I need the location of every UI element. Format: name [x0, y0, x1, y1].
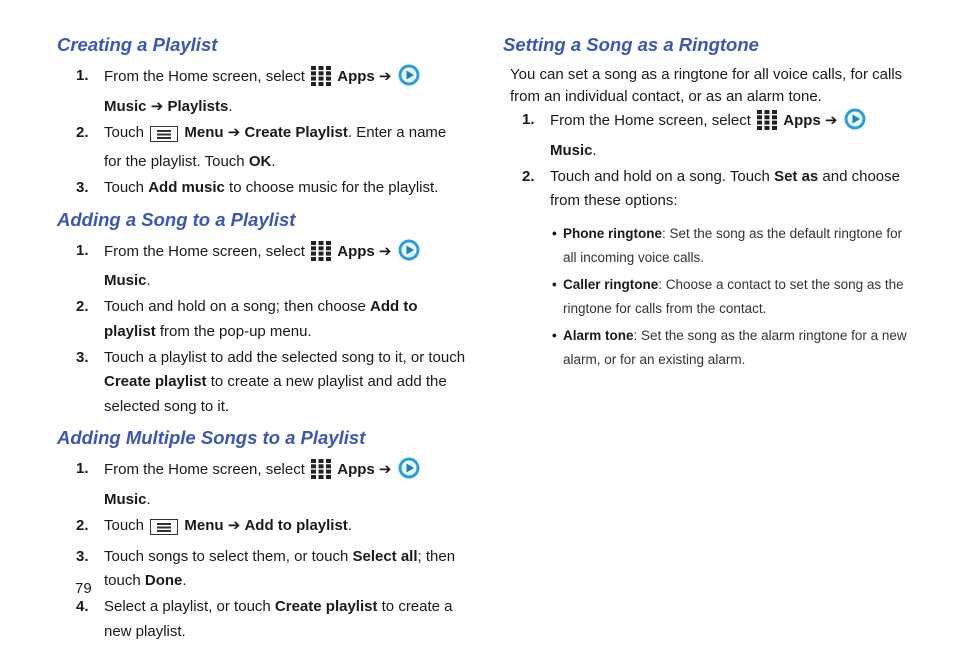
step-item [57, 64, 467, 119]
step-text: From the Home screen, select [104, 242, 305, 260]
step-item [57, 514, 467, 544]
music-player-icon [398, 64, 420, 95]
step-number: 4. [76, 598, 89, 615]
apps-grid-icon [311, 66, 331, 95]
step-item [57, 545, 467, 594]
punctuation: . [271, 153, 276, 170]
ok-label: OK [248, 153, 272, 170]
ringtone-options [503, 222, 913, 372]
step-text: to create a new playlist and add the selected song to it. [104, 373, 447, 415]
add-music-label: Add music [148, 179, 225, 196]
option-phone-ringtone [503, 222, 913, 270]
step-number: 2. [76, 123, 89, 141]
step-number: 2. [76, 516, 89, 534]
apps-grid-icon [311, 459, 331, 488]
option-desc: : Set the song as the default ringtone for all incoming voice calls. [563, 225, 903, 265]
step-text: . Enter a name for the playlist. Touch [104, 123, 447, 170]
step-text: from the pop-up menu. [155, 322, 312, 340]
step-text: Touch [104, 516, 145, 534]
menu-label: Menu [184, 123, 224, 141]
section-heading-adding-multiple: Adding Multiple Songs to a Playlist [57, 427, 366, 448]
step-item [57, 121, 467, 175]
menu-key-icon [150, 126, 178, 151]
punctuation: . [146, 490, 151, 508]
add-to-playlist-label: Add to playlist [244, 516, 348, 534]
step-text: to create a new playlist. [104, 598, 453, 640]
step-number: 1. [522, 111, 535, 128]
step-number: 3. [76, 348, 89, 366]
playlists-label: Playlists [167, 97, 229, 115]
section-heading-ringtone: Setting a Song as a Ringtone [503, 34, 759, 55]
menu-key-icon [150, 519, 178, 544]
arrow-glyph: ➔ [227, 516, 241, 534]
step-text: and choose from these options: [550, 167, 900, 209]
punctuation: . [228, 97, 233, 115]
step-item [57, 457, 467, 512]
ringtone-steps [503, 108, 913, 214]
arrow-glyph: ➔ [378, 68, 392, 85]
create-playlist-label: Create playlist [274, 598, 378, 615]
right-column [503, 34, 913, 375]
bullet-dot: • [552, 276, 557, 292]
option-caller-ringtone [503, 273, 913, 321]
add-to-playlist-label: Add to playlist [104, 298, 418, 340]
set-as-label: Set as [774, 167, 819, 185]
option-desc: : Set the song as the alarm ringtone for a new alarm, or for an existing alarm. [563, 327, 907, 367]
arrow-glyph: ➔ [378, 461, 392, 478]
apps-grid-icon [757, 110, 777, 139]
done-label: Done [144, 572, 183, 589]
step-text: Touch a playlist to add the selected song to it, or touch [104, 348, 466, 366]
apps-label: Apps [783, 112, 821, 129]
punctuation: . [146, 272, 151, 289]
step-text: Touch [104, 179, 149, 196]
page-number: 79 [75, 580, 92, 597]
arrow-glyph: ➔ [150, 97, 164, 115]
step-item [57, 239, 467, 294]
step-item [503, 108, 913, 163]
menu-label: Menu [184, 516, 224, 534]
ringtone-intro: You can set a song as a ringtone for all voice calls, for calls from an individual contact, or as an alarm tone. [510, 66, 903, 105]
step-item [57, 346, 467, 420]
step-number: 3. [76, 179, 89, 196]
left-column [57, 34, 467, 652]
step-text: Select a playlist, or touch [104, 598, 275, 615]
creating-playlist-steps [57, 64, 467, 201]
punctuation: . [592, 141, 597, 159]
music-label: Music [104, 272, 147, 289]
punctuation: . [347, 516, 352, 534]
step-item [57, 295, 467, 344]
option-term: Caller ringtone [563, 276, 659, 292]
select-all-label: Select all [352, 547, 418, 565]
step-text: Touch and hold on a song. Touch [550, 167, 775, 185]
music-label: Music [104, 97, 147, 115]
step-text: From the Home screen, select [104, 68, 305, 85]
adding-song-steps [57, 239, 467, 420]
step-number: 1. [76, 67, 89, 84]
step-text: Touch and hold on a song; then choose [104, 298, 371, 315]
music-player-icon [398, 457, 420, 488]
music-label: Music [104, 490, 147, 508]
step-text: From the Home screen, select [104, 461, 305, 478]
step-item [57, 595, 467, 644]
step-number: 2. [522, 167, 535, 185]
arrow-glyph: ➔ [378, 242, 392, 260]
adding-multiple-steps [57, 457, 467, 644]
step-number: 1. [76, 241, 89, 259]
option-alarm-tone [503, 324, 913, 372]
apps-label: Apps [337, 68, 375, 85]
apps-label: Apps [337, 242, 375, 260]
step-number: 1. [76, 460, 89, 477]
punctuation: . [182, 572, 187, 589]
step-item [57, 176, 467, 201]
music-label: Music [550, 141, 593, 159]
step-text: Touch [104, 123, 145, 141]
option-term: Alarm tone [563, 327, 634, 343]
apps-label: Apps [337, 461, 375, 478]
step-number: 2. [76, 298, 89, 315]
create-playlist-label: Create playlist [104, 373, 207, 390]
music-player-icon [398, 239, 420, 270]
option-desc: : Choose a contact to set the song as the ringtone for calls from the contact. [563, 276, 904, 316]
step-text: From the Home screen, select [550, 112, 751, 129]
bullet-dot: • [552, 327, 557, 343]
bullet-dot: • [552, 225, 557, 241]
step-text: Touch songs to select them, or touch [104, 547, 353, 565]
create-playlist-label: Create Playlist [244, 123, 348, 141]
option-term: Phone ringtone [563, 225, 662, 241]
section-heading-adding-song: Adding a Song to a Playlist [57, 208, 296, 230]
step-text: ; then touch [104, 547, 456, 589]
step-item [503, 165, 913, 214]
apps-grid-icon [311, 241, 331, 270]
music-player-icon [844, 108, 866, 139]
arrow-glyph: ➔ [824, 112, 838, 129]
arrow-glyph: ➔ [227, 123, 241, 141]
step-text: to choose music for the playlist. [224, 179, 439, 196]
section-heading-creating-playlist: Creating a Playlist [57, 34, 218, 55]
step-number: 3. [76, 547, 89, 565]
